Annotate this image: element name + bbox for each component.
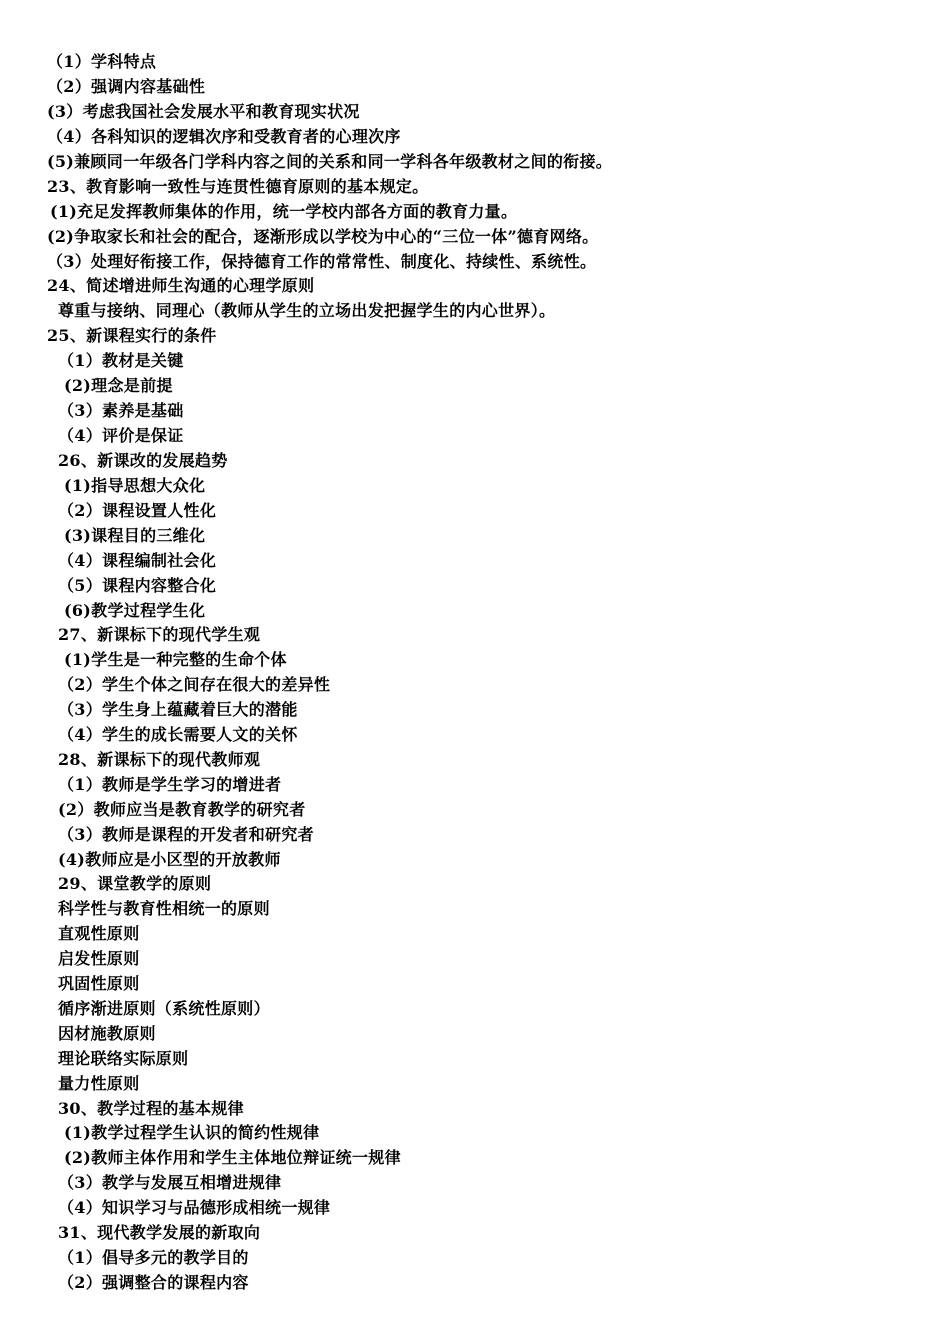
section-heading: 28、新课标下的现代教师观 [58,750,261,769]
list-item: (3)课程目的三维化 [64,526,206,545]
text-line: (3）考虑我国社会发展水平和教育现实状况 [47,102,360,121]
list-item: 量力性原则 [58,1074,140,1093]
list-item: （5）课程内容整合化 [58,576,217,595]
text-line: （3）处理好衔接工作，保持德育工作的常常性、制度化、持续性、系统性。 [47,252,597,271]
text-line: （2）强调内容基础性 [47,77,206,96]
list-item: （2）强调整合的课程内容 [58,1273,249,1292]
list-item: (4)教师应是小区型的开放教师 [58,850,281,869]
list-item: 科学性与教育性相统一的原则 [58,899,270,918]
list-item: （4）知识学习与品德形成相统一规律 [58,1198,331,1217]
section-heading: 31、现代教学发展的新取向 [58,1223,261,1242]
section-heading: 25、新课程实行的条件 [47,326,217,345]
list-item: 直观性原则 [58,924,140,943]
list-item: （2）学生个体之间存在很大的差异性 [58,675,331,694]
text-line: (2)争取家长和社会的配合，逐渐形成以学校为中心的“三位一体”德育网络。 [47,227,599,246]
list-item: （3）教学与发展互相增进规律 [58,1173,282,1192]
section-heading: 29、课堂教学的原则 [58,874,212,893]
list-item: （4）课程编制社会化 [58,551,217,570]
list-item: （3）教师是课程的开发者和研究者 [58,825,314,844]
list-item: 启发性原则 [58,949,140,968]
list-item: 因材施教原则 [58,1024,156,1043]
text-line: 尊重与接纳、同理心（教师从学生的立场出发把握学生的内心世界）。 [58,301,556,320]
list-item: 巩固性原则 [58,974,140,993]
section-heading: 30、教学过程的基本规律 [58,1099,244,1118]
list-item: （1）教材是关键 [58,351,184,370]
list-item: (2)教师主体作用和学生主体地位辩证统一规律 [64,1148,401,1167]
list-item: （1）教师是学生学习的增进者 [58,775,282,794]
list-item: （4）评价是保证 [58,426,184,445]
list-item: (1)教学过程学生认识的简约性规律 [64,1123,320,1142]
list-item: （2）课程设置人性化 [58,501,217,520]
list-item: （3）素养是基础 [58,401,184,420]
list-item: 理论联络实际原则 [58,1049,189,1068]
text-line: （4）各科知识的逻辑次序和受教育者的心理次序 [47,127,401,146]
text-line: (5)兼顾同一年级各门学科内容之间的关系和同一学科各年级教材之间的衔接。 [47,152,613,171]
list-item: (1)学生是一种完整的生命个体 [64,650,287,669]
list-item: （3）学生身上蕴藏着巨大的潜能 [58,700,298,719]
list-item: （4）学生的成长需要人文的关怀 [58,725,298,744]
text-line: (1)充足发挥教师集体的作用，统一学校内部各方面的教育力量。 [50,202,518,221]
section-heading: 27、新课标下的现代学生观 [58,625,261,644]
list-item: （1）倡导多元的教学目的 [58,1248,249,1267]
section-heading: 26、新课改的发展趋势 [58,451,228,470]
list-item: (2)理念是前提 [64,376,173,395]
section-heading: 23、教育影响一致性与连贯性德育原则的基本规定。 [47,177,429,196]
text-line: （1）学科特点 [47,52,157,71]
list-item: 循序渐进原则（系统性原则） [58,999,270,1018]
section-heading: 24、简述增进师生沟通的心理学原则 [47,276,315,295]
list-item: (6)教学过程学生化 [64,601,206,620]
list-item: (1)指导思想大众化 [64,476,206,495]
list-item: (2）教师应当是教育教学的研究者 [58,800,306,819]
